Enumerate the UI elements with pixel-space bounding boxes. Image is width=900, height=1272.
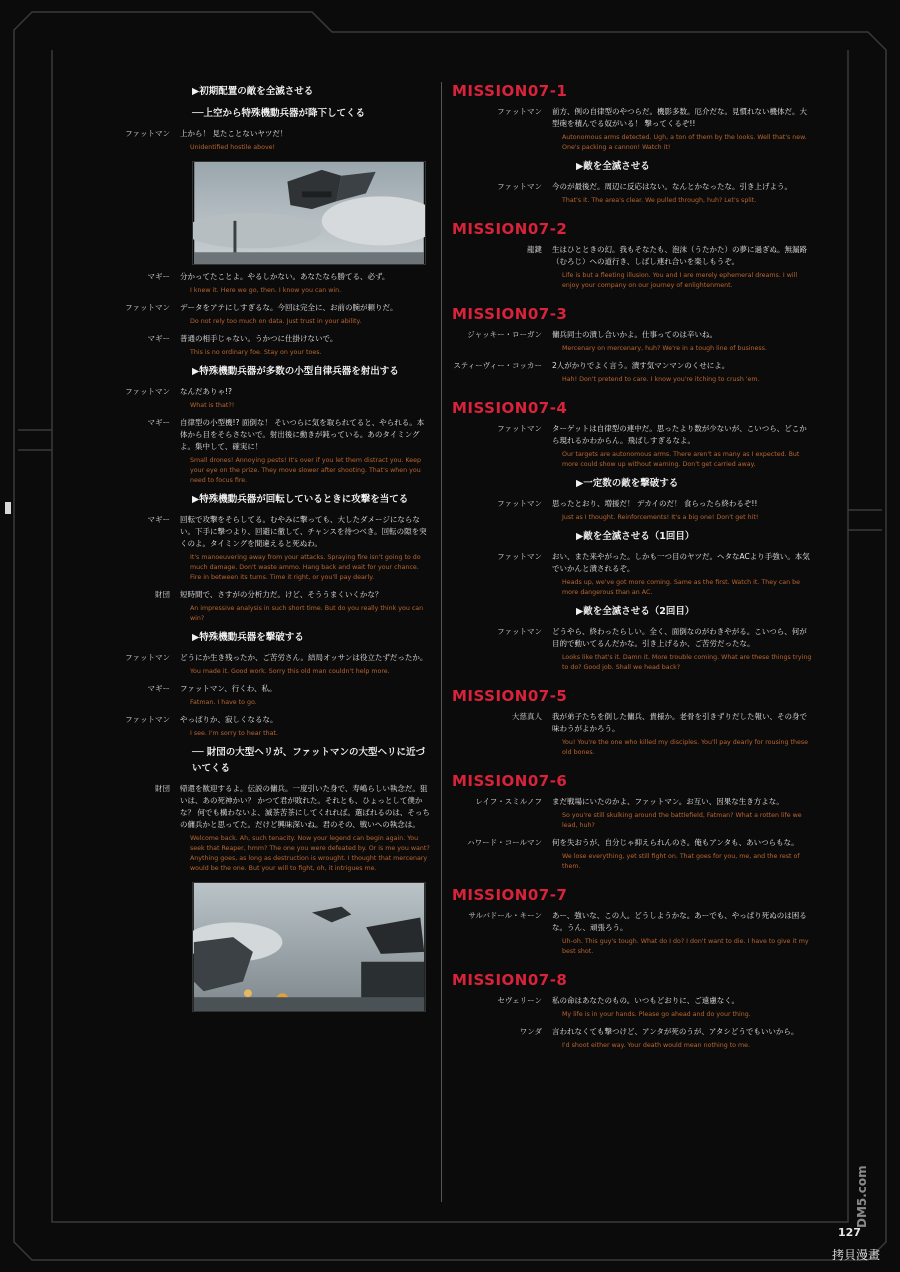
english-translation: That's it. The area's clear. We pulled through, huh? Let's split. xyxy=(562,197,757,204)
speaker-name: 財団 xyxy=(155,784,170,793)
dialogue-entry xyxy=(120,333,430,358)
japanese-line: やっぱりか、寂しくなるな。 xyxy=(180,715,278,724)
japanese-line: あー、強いな、この人。どうしようかな。あーでも、やっぱり死ぬのは困るな。うん、頑張ろう。 xyxy=(552,911,807,932)
speaker-name: セヴェリーン xyxy=(497,996,542,1005)
english-translation: Uh-oh. This guy's tough. What do I do? I don't want to die. I have to give it my best shot. xyxy=(562,938,809,955)
dialogue-entry xyxy=(120,271,430,296)
speaker-name: ワンダ xyxy=(519,1027,542,1036)
english-translation: You! You're the one who killed my disciples. You'll pay dearly for rousing these old bones. xyxy=(562,739,809,756)
speaker-name: ハワード・コールマン xyxy=(467,838,542,847)
mission-title: MISSION07-1 xyxy=(452,82,568,100)
dialogue-entry xyxy=(120,589,430,624)
left-column xyxy=(120,78,430,1012)
mission-title: MISSION07-3 xyxy=(452,305,568,323)
japanese-line: 傭兵同士の潰し合いかよ。仕事ってのは辛いね。 xyxy=(552,330,717,339)
dialogue-lines xyxy=(180,302,430,327)
screenshot-boss-descending xyxy=(192,161,426,265)
dialogue-entry xyxy=(452,551,812,598)
mission-title: MISSION07-8 xyxy=(452,971,568,989)
dialogue-entry xyxy=(120,386,430,411)
section-heading: ▶特殊機動兵器が回転しているときに攻撃を当てる xyxy=(192,494,409,505)
english-translation: Just as I thought. Reinforcements! It's a big one! Don't get hit! xyxy=(562,514,759,521)
dialogue-lines xyxy=(180,386,430,411)
dialogue-entry xyxy=(120,783,430,874)
japanese-line: 生はひとときの幻。我もそなたも、泡沫（うたかた）の夢に過ぎぬ。無漏路（むろじ）への道行き、しばし連れ合いを楽しもうぞ。 xyxy=(552,245,807,266)
english-translation: Fatman. I have to go. xyxy=(190,699,257,706)
speaker-name: マギー xyxy=(147,515,170,524)
english-translation: It's manoeuvering away from your attacks. Spraying fire isn't going to do much damage. Don't waste ammo. Hang back and wait for your chance. Fire in between its turns. Time it right, or you'll pay dearly. xyxy=(190,554,421,581)
speaker-name: ファットマン xyxy=(497,424,542,433)
dialogue-entry xyxy=(120,128,430,153)
dialogue-lines xyxy=(552,329,812,354)
dialogue-lines xyxy=(180,683,430,708)
english-translation: So you're still skulking around the battlefield, Fatman? What a rotten life we lead, huh? xyxy=(562,812,802,829)
dialogue-entry xyxy=(452,329,812,354)
speaker-name: 財団 xyxy=(155,590,170,599)
english-translation: An impressive analysis in such short time. But do you really think you can win? xyxy=(190,605,424,622)
dialogue-entry xyxy=(452,106,812,153)
mission-title: MISSION07-6 xyxy=(452,772,568,790)
dialogue-lines xyxy=(180,417,430,486)
mission-title: MISSION07-2 xyxy=(452,220,568,238)
dialogue-entry xyxy=(120,514,430,583)
speaker-name: ファットマン xyxy=(497,627,542,636)
dialogue-lines xyxy=(552,626,812,673)
watermark-text: 拷貝漫畫 xyxy=(832,1248,881,1262)
english-translation: Our targets are autonomous arms. There aren't as many as I expected. But more could show up without warning. Don't get carried away. xyxy=(562,451,800,468)
section-heading: ── 財団の大型ヘリが、ファットマンの大型ヘリに近づいてくる xyxy=(192,747,426,774)
japanese-line: 自律型の小型機!? 面倒な！ そいつらに気を取られてると、やられる。本体から目をそらさないで。射出後に動きが鈍っている。あのタイミングよ。集中して、確実に！ xyxy=(180,418,425,451)
dialogue-entry xyxy=(452,837,812,872)
english-translation: You made it. Good work. Sorry this old man couldn't help more. xyxy=(190,668,390,675)
japanese-line: まだ戦場にいたのかよ、ファットマン。お互い、因果な生き方よな。 xyxy=(552,797,784,806)
speaker-name: マギー xyxy=(147,272,170,281)
english-translation: Mercenary on mercenary, huh? We're in a tough line of business. xyxy=(562,345,767,352)
japanese-line: 前方、例の自律型のやつらだ。機影多数。厄介だな。見慣れない機体だ。大型砲を積んでる奴がいる！ 撃ってくるぞ!! xyxy=(552,107,807,128)
japanese-line: 普通の相手じゃない。うかつに仕掛けないで。 xyxy=(180,334,338,343)
english-translation: Small drones! Annoying pests! It's over if you let them distract you. Keep your eye on the prize. They move slower after shooting. That's when you need to focus fire. xyxy=(190,457,421,484)
speaker-name: 大慈真人 xyxy=(512,712,542,721)
dialogue-lines xyxy=(552,551,812,598)
dialogue-lines xyxy=(180,271,430,296)
english-translation: I see. I'm sorry to hear that. xyxy=(190,730,278,737)
section-heading: ──上空から特殊機動兵器が降下してくる xyxy=(192,108,365,119)
japanese-line: 短時間で、さすがの分析力だ。けど、そううまくいくかな？ xyxy=(180,590,383,599)
japanese-line: データをアテにしすぎるな。今回は完全に、お前の腕が頼りだ。 xyxy=(180,303,398,312)
speaker-name: 龍鍵 xyxy=(527,245,542,254)
dialogue-lines xyxy=(552,910,812,957)
dialogue-lines xyxy=(552,498,812,523)
japanese-line: 回転で攻撃をそらしてる。むやみに撃っても、大したダメージにならない。下手に撃つより、回避に徹して、チャンスを待つべき。回転の隙を突くのよ。タイミングを間違えると死ぬわ。 xyxy=(180,515,427,548)
dialogue-entry xyxy=(120,683,430,708)
english-translation: This is no ordinary foe. Stay on your toes. xyxy=(190,349,322,356)
speaker-name: ファットマン xyxy=(497,552,542,561)
english-translation: Do not rely too much on data. Just trust in your ability. xyxy=(190,318,362,325)
dialogue-entry xyxy=(452,910,812,957)
english-translation: I knew it. Here we go, then. I know you can win. xyxy=(190,287,342,294)
section-heading: ▶一定数の敵を撃破する xyxy=(576,478,679,489)
section-heading: ▶敵を全滅させる xyxy=(576,161,650,172)
mission-title: MISSION07-4 xyxy=(452,399,568,417)
dialogue-entry xyxy=(452,360,812,385)
english-translation: What is that?! xyxy=(190,402,235,409)
japanese-line: 思ったとおり、増援だ！ デカイのだ！ 食らったら終わるぞ!! xyxy=(552,499,758,508)
dialogue-entry xyxy=(452,711,812,758)
dialogue-entry xyxy=(452,181,812,206)
english-translation: Autonomous arms detected. Ugh, a ton of them by the looks. Well that's new. One's packing a cannon! Watch it! xyxy=(562,134,807,151)
speaker-name: ファットマン xyxy=(497,107,542,116)
screenshot-helicopter-battle xyxy=(192,882,426,1012)
english-translation: Life is but a fleeting illusion. You and I are merely ephemeral dreams. I will enjoy your company on our journey of enlightenment. xyxy=(562,272,798,289)
english-translation: Welcome back. Ah, such tenacity. Now your legend can begin again. You seek that Reaper, hmm? The one you were defeated by. Or is me you want? Anything goes, as long as destruction is wrought. I thought that mercenary would be the one. But your will to fight, oh, it intrigues me. xyxy=(190,835,430,872)
dialogue-lines xyxy=(552,1026,812,1051)
english-translation: My life is in your hands. Please go ahead and do your thing. xyxy=(562,1011,751,1018)
page-number: 127 xyxy=(838,1226,861,1239)
dialogue-lines xyxy=(180,514,430,583)
japanese-line: 言われなくても撃つけど、アンタが死のうが、アタシどうでもいいから。 xyxy=(552,1027,799,1036)
japanese-line: 分かってたことよ。やるしかない。あなたなら勝てる、必ず。 xyxy=(180,272,390,281)
dialogue-entry xyxy=(120,417,430,486)
dialogue-entry xyxy=(120,302,430,327)
dialogue-lines xyxy=(552,796,812,831)
mission-title: MISSION07-7 xyxy=(452,886,568,904)
japanese-line: どうにか生き残ったか、ご苦労さん。結局オッサンは役立たずだったか。 xyxy=(180,653,428,662)
speaker-name: マギー xyxy=(147,418,170,427)
dialogue-lines xyxy=(180,652,430,677)
dialogue-lines xyxy=(552,244,812,291)
japanese-line: 私の命はあなたのもの。いつもどおりに、ご遠慮なく。 xyxy=(552,996,740,1005)
dialogue-entry xyxy=(452,1026,812,1051)
mission-title: MISSION07-5 xyxy=(452,687,568,705)
speaker-name: ファットマン xyxy=(497,182,542,191)
english-translation: We lose everything, yet still fight on. That goes for you, me, and the rest of them. xyxy=(562,853,800,870)
dialogue-entry xyxy=(452,244,812,291)
dialogue-lines xyxy=(180,128,430,153)
japanese-line: おい、また来やがった。しかも一つ目のヤツだ。ヘタなACより手強い。本気でいかんと潰されるぞ。 xyxy=(552,552,810,573)
speaker-name: ファットマン xyxy=(125,653,170,662)
dialogue-lines xyxy=(552,837,812,872)
dialogue-entry xyxy=(120,714,430,739)
dialogue-entry xyxy=(452,626,812,673)
english-translation: Looks like that's it. Damn it. More trouble coming. What are these things trying to do? Good job. Shall we head back? xyxy=(562,654,812,671)
japanese-line: どうやら、終わったらしい。全く、面倒なのがわきやがる。こいつら、何が目的で動いてるんだかな。引き上げるか、ご苦労だったな。 xyxy=(552,627,807,648)
speaker-name: ファットマン xyxy=(125,715,170,724)
column-divider xyxy=(441,82,442,1202)
dialogue-lines xyxy=(180,589,430,624)
english-translation: Heads up, we've got more coming. Same as the first. Watch it. They can be more dangerous than an AC. xyxy=(562,579,801,596)
english-translation: Unidentified hostile above! xyxy=(190,144,276,151)
japanese-line: 2人がかりでよく言う。潰す気マンマンのくせによ。 xyxy=(552,361,730,370)
dialogue-lines xyxy=(552,360,812,385)
english-translation: I'd shoot either way. Your death would mean nothing to me. xyxy=(562,1042,751,1049)
dialogue-lines xyxy=(180,783,430,874)
speaker-name: レイフ・スミルノフ xyxy=(475,797,542,806)
dialogue-lines xyxy=(552,711,812,758)
japanese-line: 我が弟子たちを倒した傭兵、貴様か。老骨を引きずりだした報い、その身で味わうがよかろう。 xyxy=(552,712,807,733)
dialogue-entry xyxy=(120,652,430,677)
dialogue-lines xyxy=(552,106,812,153)
section-heading: ▶敵を全滅させる（2回目） xyxy=(576,606,695,617)
speaker-name: ファットマン xyxy=(497,499,542,508)
side-mark xyxy=(4,500,12,514)
section-heading: ▶特殊機動兵器が多数の小型自律兵器を射出する xyxy=(192,366,399,377)
speaker-name: ファットマン xyxy=(125,387,170,396)
japanese-line: なんだありゃ!? xyxy=(180,387,232,396)
japanese-line: 何を失おうが、自分じゃ抑えられんのさ。俺もアンタも、あいつらもな。 xyxy=(552,838,799,847)
speaker-name: ジャッキー・ローガン xyxy=(467,330,542,339)
section-heading: ▶初期配置の敵を全滅させる xyxy=(192,86,314,97)
english-translation: Hah! Don't pretend to care. I know you're itching to crush 'em. xyxy=(562,376,760,383)
speaker-name: ファットマン xyxy=(125,303,170,312)
section-heading: ▶敵を全滅させる（1回目） xyxy=(576,531,695,542)
japanese-line: 今のが最後だ。周辺に反応はない。なんとかなったな。引き上げよう。 xyxy=(552,182,792,191)
dialogue-entry xyxy=(452,995,812,1020)
dialogue-lines xyxy=(552,423,812,470)
dialogue-entry xyxy=(452,796,812,831)
japanese-line: ターゲットは自律型の連中だ。思ったより数が少ないが、こいつら、どこから現れるかわからん。飛ばしすぎるなよ。 xyxy=(552,424,807,445)
japanese-line: 上から！ 見たことないヤツだ！ xyxy=(180,129,288,138)
dialogue-lines xyxy=(552,995,812,1020)
speaker-name: ファットマン xyxy=(125,129,170,138)
speaker-name: マギー xyxy=(147,684,170,693)
speaker-name: スティーヴィー・コッカー xyxy=(453,361,542,370)
dialogue-lines xyxy=(180,714,430,739)
dm5-watermark-text: DM5.com xyxy=(855,1165,869,1228)
speaker-name: サルバドール・キーン xyxy=(468,911,542,920)
dialogue-entry xyxy=(452,498,812,523)
dialogue-entry xyxy=(452,423,812,470)
dialogue-lines xyxy=(180,333,430,358)
dialogue-lines xyxy=(552,181,812,206)
dm5-watermark xyxy=(844,1150,874,1230)
right-column xyxy=(452,78,812,1051)
japanese-line: ファットマン、行くわ、私。 xyxy=(180,684,277,693)
japanese-line: 帰還を歓迎するよ。伝説の傭兵。一度引いた身で、寿嶋らしい執念だ。狙いは、あの死神かい？ かつて君が敗れた。それとも、ひょっとして僕かな？ 何でも構わないよ、滅茶苦茶にしてくれれば。選ばれるのは、そっちの傭兵かと思ってた。だけど興味深いね。君のその、戦いへの執念は。 xyxy=(180,784,430,829)
section-heading: ▶特殊機動兵器を撃破する xyxy=(192,632,304,643)
speaker-name: マギー xyxy=(147,334,170,343)
